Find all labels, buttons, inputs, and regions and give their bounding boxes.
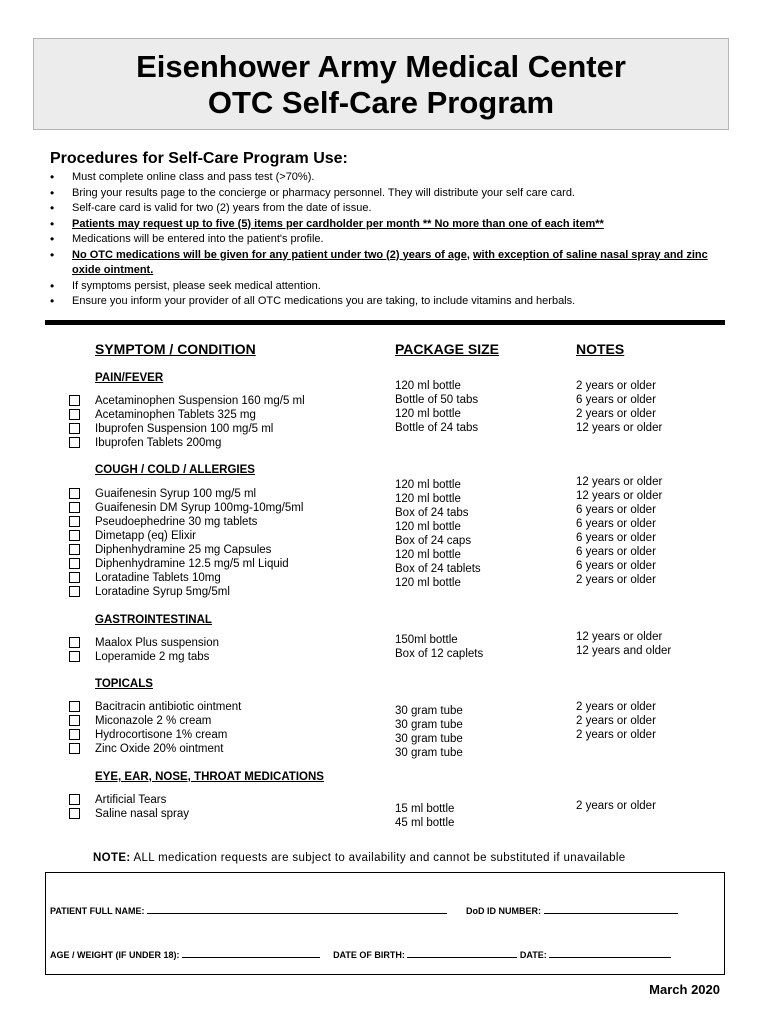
age-note: 2 years or older [576,715,656,727]
symptom-column-header: SYMPTOM / CONDITION [95,341,256,357]
item-checkbox[interactable] [69,502,80,513]
item-checkbox[interactable] [69,530,80,541]
medication-name: Loperamide 2 mg tabs [95,651,210,663]
dodid-label: DoD ID NUMBER: [466,906,542,916]
package-size: 30 gram tube [395,747,463,759]
item-checkbox[interactable] [69,701,80,712]
item-checkbox[interactable] [69,395,80,406]
age-note: 6 years or older [576,532,656,544]
medication-list [95,636,219,664]
package-size: 120 ml bottle [395,493,461,505]
package-size: Bottle of 50 tabs [395,394,479,406]
package-list [395,704,463,760]
age-note: 12 years and older [576,645,672,657]
package-size: Bottle of 24 tabs [395,422,479,434]
procedure-item: • Must complete online class and pass test (>70%). [50,170,720,186]
medication-name: Acetaminophen Tablets 325 mg [95,409,256,421]
medication-name: Miconazole 2 % cream [95,715,212,727]
procedures-list [50,170,720,310]
medication-name: Ibuprofen Tablets 200mg [95,437,222,449]
medication-name: Loratadine Syrup 5mg/5ml [95,586,230,598]
age-note: 12 years or older [576,490,663,502]
availability-note: NOTE: ALL medication requests are subject to availability and cannot be substituted if unavailable [93,852,626,864]
item-checkbox[interactable] [69,488,80,499]
age-weight-label: AGE / WEIGHT (IF UNDER 18): [50,950,180,960]
patient-name-field[interactable] [147,904,447,914]
age-note: 2 years or older [576,574,656,586]
age-note: 6 years or older [576,546,656,558]
medication-list [95,487,303,599]
age-note: 6 years or older [576,518,656,530]
age-note: 12 years or older [576,422,663,434]
medication-name: Loratadine Tablets 10mg [95,572,221,584]
age-note: 12 years or older [576,631,663,643]
procedure-item: • Medications will be entered into the patient's profile. [50,232,720,248]
medication-name: Guaifenesin DM Syrup 100mg-10mg/5ml [95,502,304,514]
medication-name: Saline nasal spray [95,808,189,820]
package-size: 120 ml bottle [395,521,461,533]
procedure-item: • Ensure you inform your provider of all OTC medications you are taking, to include vitamins and herbals. [50,294,720,310]
patient-name-label: PATIENT FULL NAME: [50,906,145,916]
package-size: 150ml bottle [395,634,458,646]
age-note: 6 years or older [576,504,656,516]
package-size: 30 gram tube [395,705,463,717]
hospital-name: Eisenhower Army Medical Center [136,49,626,84]
divider [45,320,725,325]
dodid-field[interactable] [544,904,678,914]
section-title-pain-fever: PAIN/FEVER [95,372,164,384]
package-size: 30 gram tube [395,733,463,745]
medication-name: Bacitracin antibiotic ointment [95,701,242,713]
dob-label: DATE OF BIRTH: [333,950,405,960]
notes-list [576,700,656,742]
item-checkbox[interactable] [69,743,80,754]
revision-date: March 2020 [649,982,720,997]
age-note: 2 years or older [576,701,656,713]
age-note: 12 years or older [576,476,663,488]
package-size: 45 ml bottle [395,817,455,829]
package-list [395,379,478,435]
package-size: Box of 24 tabs [395,507,469,519]
age-note: 2 years or older [576,729,656,741]
notes-list [576,379,662,435]
item-checkbox[interactable] [69,516,80,527]
section-title-gastrointestinal: GASTROINTESTINAL [95,614,212,626]
item-checkbox[interactable] [69,794,80,805]
medication-name: Hydrocortisone 1% cream [95,729,228,741]
program-name: OTC Self-Care Program [207,85,555,120]
item-checkbox[interactable] [69,423,80,434]
package-size: 15 ml bottle [395,803,455,815]
item-checkbox[interactable] [69,572,80,583]
date-field[interactable] [549,948,671,958]
item-checkbox[interactable] [69,586,80,597]
package-list [395,478,481,590]
procedures-title: Procedures for Self-Care Program Use: [50,150,348,167]
medication-list [95,793,189,821]
medication-name: Ibuprofen Suspension 100 mg/5 ml [95,423,274,435]
age-note: 6 years or older [576,394,656,406]
medication-name: Diphenhydramine 12.5 mg/5 ml Liquid [95,558,289,570]
item-checkbox[interactable] [69,715,80,726]
package-size: Box of 24 caps [395,535,472,547]
item-checkbox[interactable] [69,651,80,662]
package-size: 120 ml bottle [395,380,461,392]
package-size: 120 ml bottle [395,549,461,561]
medication-name: Diphenhydramine 25 mg Capsules [95,544,272,556]
package-size: Box of 24 tablets [395,563,481,575]
date-label: DATE: [519,950,547,960]
procedure-item: • Bring your results page to the concierge or pharmacy personnel. They will distribute your self care card. [50,186,720,202]
package-column-header: PACKAGE SIZE [395,341,499,357]
notes-list [576,475,662,587]
package-list [395,633,483,661]
section-title-topicals: TOPICALS [95,678,153,690]
medication-list [95,700,241,756]
dob-field[interactable] [407,948,517,958]
package-size: 120 ml bottle [395,408,461,420]
medication-name: Acetaminophen Suspension 160 mg/5 ml [95,395,305,407]
package-size: Box of 12 caplets [395,648,484,660]
notes-list [576,799,656,813]
medication-name: Pseudoephedrine 30 mg tablets [95,516,258,528]
item-checkbox[interactable] [69,558,80,569]
procedure-item: • Patients may request up to five (5) items per cardholder per month ** No more than one of each item** [50,217,720,233]
notes-column-header: NOTES [576,341,625,357]
section-title-eent: EYE, EAR, NOSE, THROAT MEDICATIONS [95,771,324,783]
age-note: 2 years or older [576,380,656,392]
medication-name: Guaifenesin Syrup 100 mg/5 ml [95,488,257,500]
package-size: 120 ml bottle [395,577,461,589]
age-note: 2 years or older [576,800,656,812]
item-checkbox[interactable] [69,437,80,448]
title-box [33,38,729,130]
package-list [395,802,454,830]
procedure-item: • No OTC medications will be given for any patient under two (2) years of age, with exception of saline nasal spray and zinc oxide ointment. [50,248,720,279]
patient-info-box [45,872,725,975]
notes-list [576,630,671,658]
item-checkbox[interactable] [69,409,80,420]
age-note: 2 years or older [576,408,656,420]
procedure-item: • If symptoms persist, please seek medical attention. [50,279,720,295]
package-size: 120 ml bottle [395,479,461,491]
procedure-item: • Self-care card is valid for two (2) years from the date of issue. [50,201,720,217]
section-title-cough-cold: COUGH / COLD / ALLERGIES [95,464,255,476]
item-checkbox[interactable] [69,729,80,740]
medication-name: Artificial Tears [95,794,167,806]
item-checkbox[interactable] [69,544,80,555]
medication-name: Dimetapp (eq) Elixir [95,530,196,542]
medication-list [95,394,305,450]
age-note: 6 years or older [576,560,656,572]
item-checkbox[interactable] [69,808,80,819]
item-checkbox[interactable] [69,637,80,648]
medication-name: Zinc Oxide 20% ointment [95,743,224,755]
medication-name: Maalox Plus suspension [95,637,220,649]
age-weight-field[interactable] [182,948,320,958]
package-size: 30 gram tube [395,719,463,731]
